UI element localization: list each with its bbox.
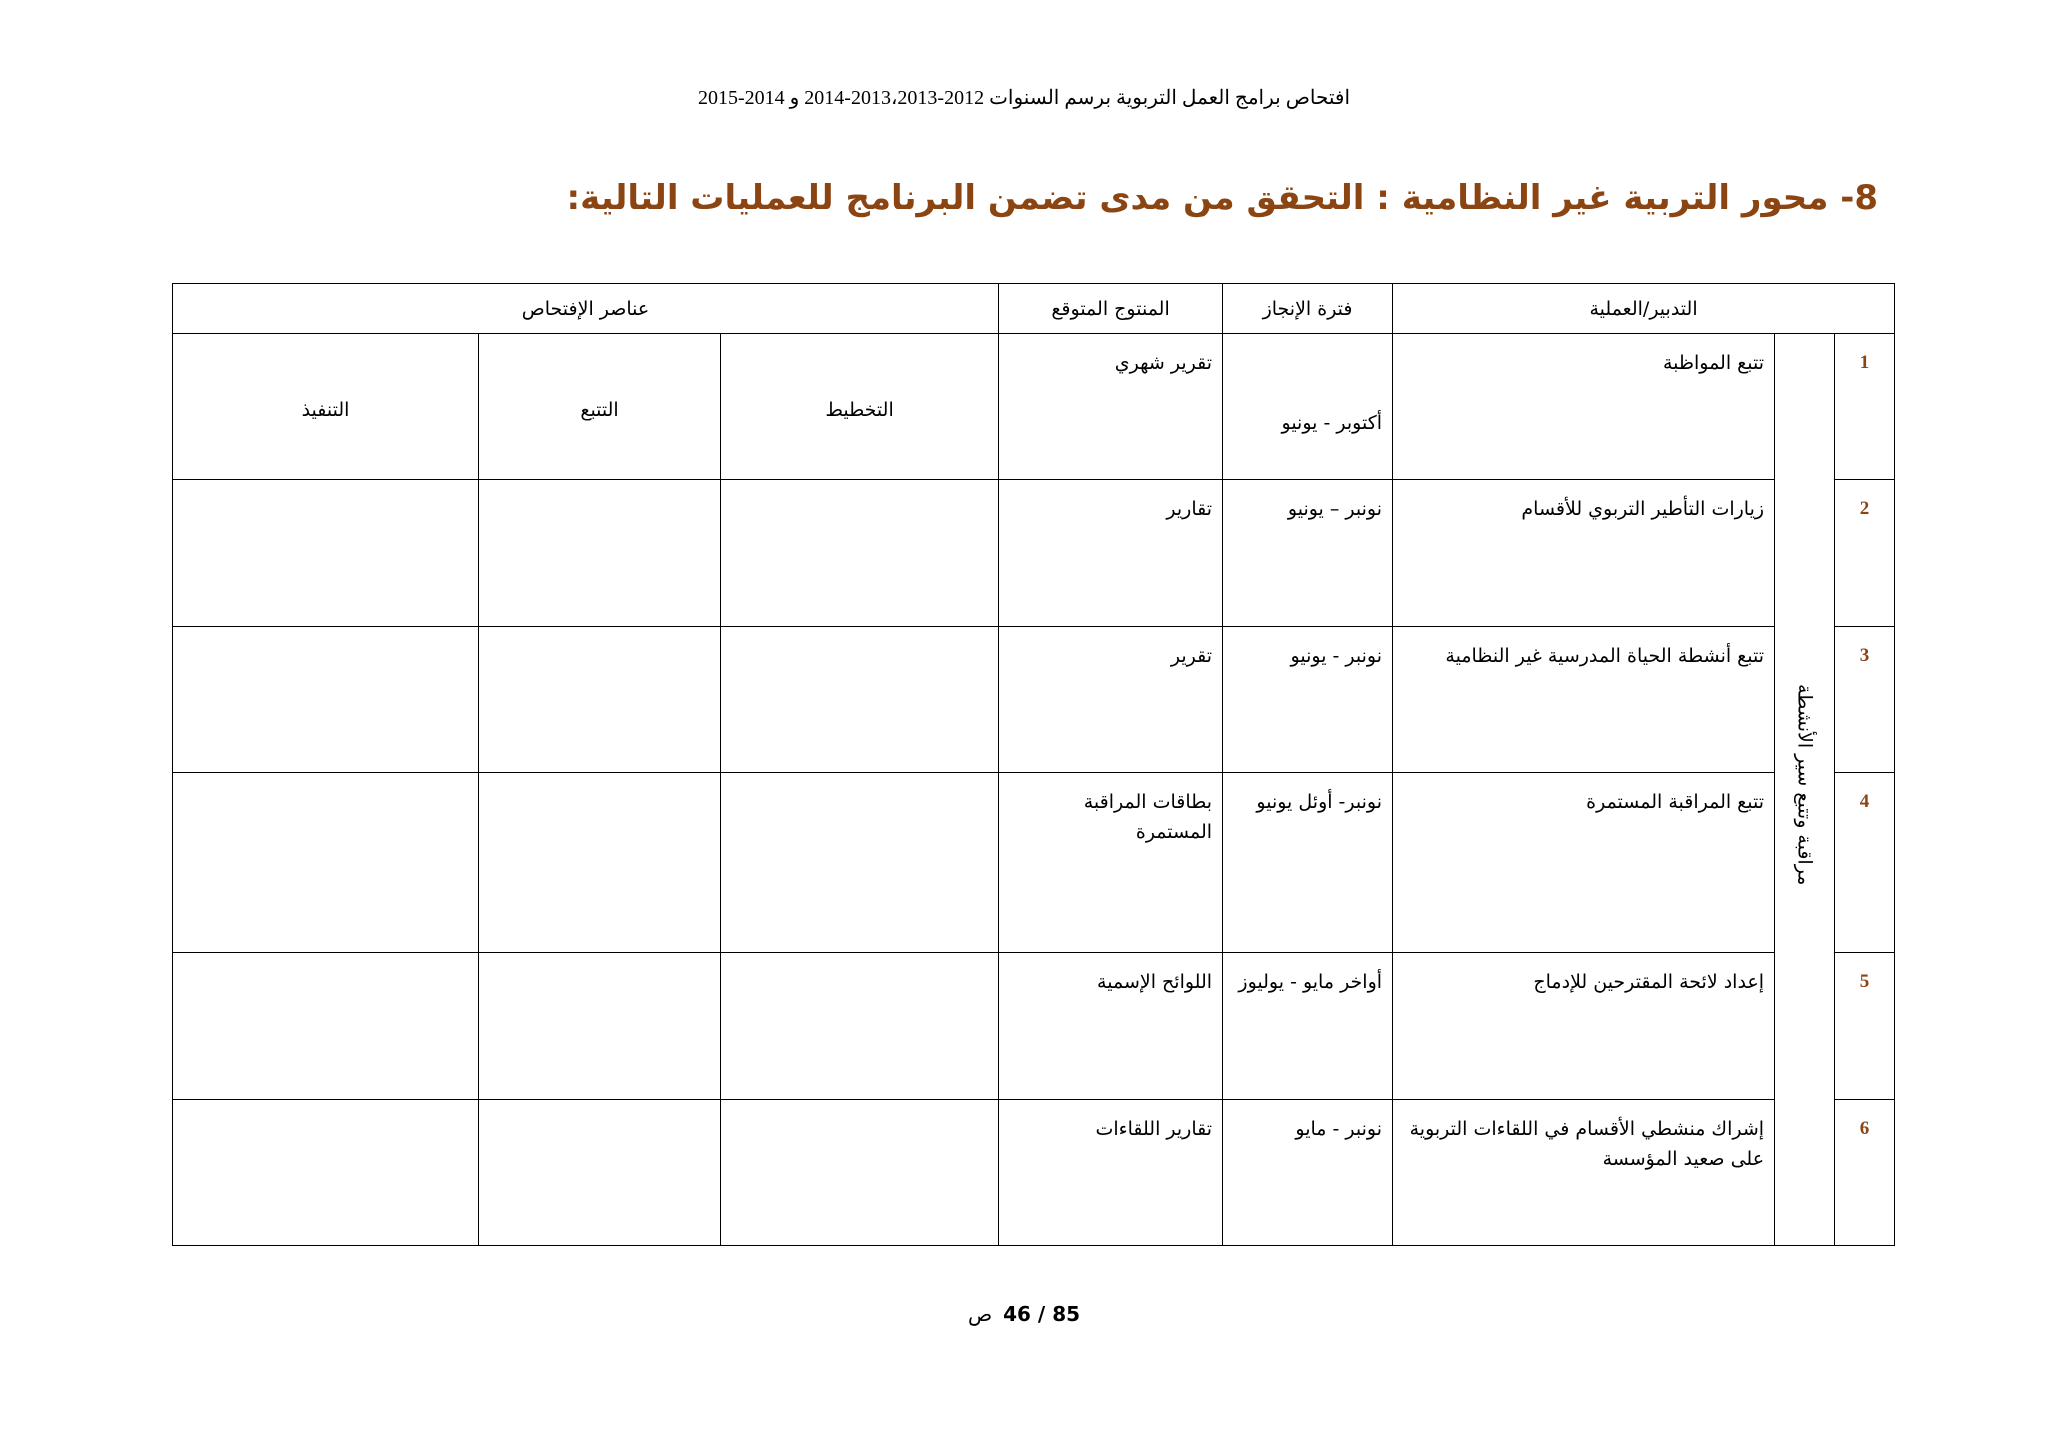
- row-number: 6: [1835, 1100, 1895, 1246]
- table-row: [173, 480, 1895, 627]
- table-header-row: [173, 284, 1895, 334]
- planning-cell: [721, 773, 999, 953]
- planning-cell: [721, 1100, 999, 1246]
- operation-cell: زيارات التأطير التربوي للأقسام: [1393, 480, 1775, 627]
- followup-cell: [479, 627, 721, 773]
- period-cell: نونبر - مايو: [1223, 1100, 1393, 1246]
- subheader-execution: التنفيذ: [173, 334, 479, 480]
- execution-cell: [173, 627, 479, 773]
- period-cell: نونبر- أوئل يونيو: [1223, 773, 1393, 953]
- product-cell: تقارير: [999, 480, 1223, 627]
- header-operation: التدبير/العملية: [1393, 284, 1895, 334]
- row-number: 2: [1835, 480, 1895, 627]
- table-row: [173, 627, 1895, 773]
- period-cell: نونبر – يونيو: [1223, 480, 1393, 627]
- period-cell: أواخر مايو - يوليوز: [1223, 953, 1393, 1100]
- header-period: فترة الإنجاز: [1223, 284, 1393, 334]
- header-product: المنتوج المتوقع: [999, 284, 1223, 334]
- audit-table: [172, 283, 1895, 1246]
- execution-cell: [173, 480, 479, 627]
- execution-cell: [173, 953, 479, 1100]
- operation-cell: تتبع أنشطة الحياة المدرسية غير النظامية: [1393, 627, 1775, 773]
- followup-cell: [479, 773, 721, 953]
- planning-cell: [721, 627, 999, 773]
- page-suffix: ص: [967, 1302, 993, 1326]
- product-cell: تقرير: [999, 627, 1223, 773]
- page-footer: [0, 1302, 2048, 1326]
- period-cell: أكتوبر - يونيو: [1223, 334, 1393, 480]
- section-title: 8- محور التربية غير النظامية : التحقق من مدى تضمن البرنامج للعمليات التالية:: [566, 178, 1878, 218]
- row-number: 4: [1835, 773, 1895, 953]
- group-label-cell: [1775, 334, 1835, 1246]
- subheader-followup: التتبع: [479, 334, 721, 480]
- followup-cell: [479, 1100, 721, 1246]
- row-number: 3: [1835, 627, 1895, 773]
- followup-cell: [479, 480, 721, 627]
- header-audit-elements: عناصر الإفتحاص: [173, 284, 999, 334]
- table-row: [173, 773, 1895, 953]
- table-row: [173, 334, 1895, 480]
- operation-cell: إعداد لائحة المقترحين للإدماج: [1393, 953, 1775, 1100]
- group-label: مراقبة وتتبع سير الأنشطة: [1793, 684, 1816, 886]
- product-cell: تقرير شهري: [999, 334, 1223, 480]
- followup-cell: [479, 953, 721, 1100]
- row-number: 5: [1835, 953, 1895, 1100]
- product-cell: بطاقات المراقبة المستمرة: [999, 773, 1223, 953]
- execution-cell: [173, 773, 479, 953]
- planning-cell: [721, 953, 999, 1100]
- operation-cell: إشراك منشطي الأقسام في اللقاءات التربوية على صعيد المؤسسة: [1393, 1100, 1775, 1246]
- row-number: 1: [1835, 334, 1895, 480]
- table-row: [173, 1100, 1895, 1246]
- operation-cell: تتبع المواظبة: [1393, 334, 1775, 480]
- page-number: 85 / 46: [1003, 1302, 1081, 1326]
- document-header: افتحاص برامج العمل التربوية برسم السنوات 2012-2013،2013-2014 و 2014-2015: [697, 87, 1351, 109]
- period-cell: نونبر - يونيو: [1223, 627, 1393, 773]
- subheader-planning: التخطيط: [721, 334, 999, 480]
- table-row: [173, 953, 1895, 1100]
- operation-cell: تتبع المراقبة المستمرة: [1393, 773, 1775, 953]
- planning-cell: [721, 480, 999, 627]
- product-cell: اللوائح الإسمية: [999, 953, 1223, 1100]
- execution-cell: [173, 1100, 479, 1246]
- product-cell: تقارير اللقاءات: [999, 1100, 1223, 1246]
